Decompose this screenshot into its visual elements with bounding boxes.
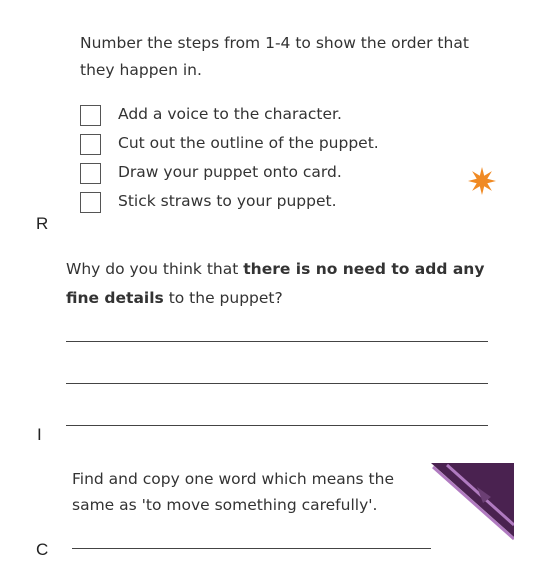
answer-line-3[interactable] <box>66 409 488 426</box>
step-number-box[interactable] <box>80 105 101 126</box>
question-2-prompt <box>66 255 506 313</box>
question-3-prompt: Find and copy one word which means the same as 'to move something carefully'. <box>72 470 394 514</box>
step-number-box[interactable] <box>80 134 101 155</box>
step-text: Cut out the outline of the puppet. <box>118 134 379 152</box>
answer-line-1[interactable] <box>66 325 488 342</box>
question-2-text: Why do you think that <box>66 260 244 278</box>
step-text: Stick straws to your puppet. <box>118 192 337 210</box>
step-text: Add a voice to the character. <box>118 105 342 123</box>
margin-letter-i: I <box>37 425 42 444</box>
margin-letter-c: C <box>36 540 49 559</box>
question-1-prompt: Number the steps from 1-4 to show the order that they happen in. <box>80 34 469 79</box>
step-text: Draw your puppet onto card. <box>118 163 342 181</box>
question-2-emphasis: there is no need to add any fine details <box>66 260 485 307</box>
step-number-box[interactable] <box>80 163 101 184</box>
answer-line-4[interactable] <box>72 532 470 549</box>
answer-line-2[interactable] <box>66 367 488 384</box>
step-number-box[interactable] <box>80 192 101 213</box>
decorative-corner <box>431 463 514 560</box>
margin-letter-r: R <box>36 214 49 233</box>
star-icon <box>467 166 497 196</box>
question-2-text-end: to the puppet? <box>163 289 283 307</box>
